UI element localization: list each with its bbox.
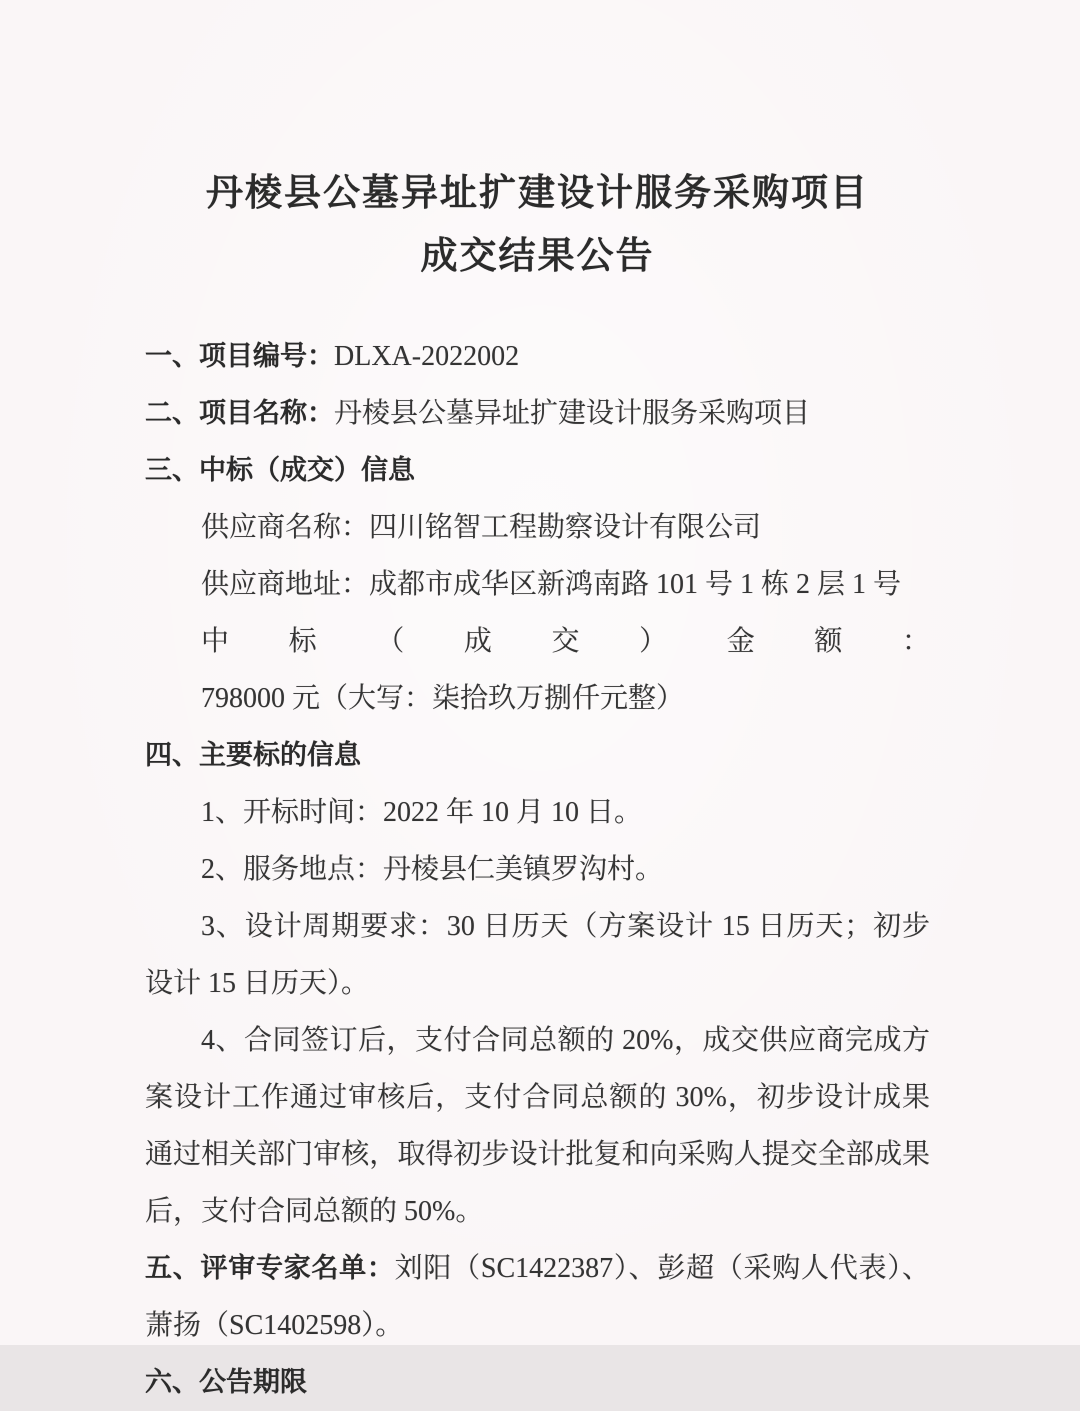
subject-item-bid-opening-time: 1、开标时间：2022 年 10 月 10 日。	[201, 797, 643, 828]
section-project-name	[145, 385, 930, 442]
project-number-value: DLXA-2022002	[334, 341, 520, 372]
section-project-number	[145, 328, 930, 385]
award-amount-line	[145, 613, 930, 727]
section-notice-period-heading: 六、公告期限	[145, 1367, 307, 1397]
supplier-address-value: 成都市成华区新鸿南路 101 号 1 栋 2 层 1 号	[369, 569, 902, 600]
title-line-1: 丹棱县公墓异址扩建设计服务采购项目	[206, 173, 869, 214]
document-body	[145, 328, 930, 1411]
supplier-name-label: 供应商名称：	[201, 512, 370, 543]
award-amount-value: 798000 元（大写：柒拾玖万捌仟元整）	[201, 683, 685, 714]
supplier-address-line	[145, 556, 930, 613]
title-line-2: 成交结果公告	[420, 236, 655, 277]
section-award-info-heading: 三、中标（成交）信息	[145, 455, 415, 485]
subject-item-design-period: 3、设计周期要求：30 日历天（方案设计 15 日历天；初步设计 15 日历天）。	[145, 911, 930, 999]
section-experts	[145, 1240, 930, 1354]
supplier-name-line	[145, 499, 930, 556]
project-name-value: 丹棱县公墓异址扩建设计服务采购项目	[334, 398, 811, 429]
experts-label: 五、评审专家名单：	[145, 1253, 395, 1283]
subject-item-payment-terms: 4、合同签订后，支付合同总额的 20%，成交供应商完成方案设计工作通过审核后，支付合同总额的 30%，初步设计成果通过相关部门审核，取得初步设计批复和向采购人提交全部成果后，支付合同总额的 50%。	[145, 1025, 930, 1227]
section-subject-info-heading: 四、主要标的信息	[145, 740, 361, 770]
supplier-address-label: 供应商地址：	[201, 569, 370, 600]
document-title	[145, 162, 930, 288]
supplier-name-value: 四川铭智工程勘察设计有限公司	[369, 512, 762, 543]
subject-item-service-location: 2、服务地点：丹棱县仁美镇罗沟村。	[201, 854, 664, 885]
experts-value: 刘阳（SC1422387）、彭超（采购人代表）、萧扬（SC1402598）。	[145, 1253, 930, 1341]
project-number-label: 一、项目编号：	[145, 341, 334, 371]
award-amount-label: 中标（成交）金额：	[201, 626, 930, 657]
project-name-label: 二、项目名称：	[145, 398, 334, 428]
